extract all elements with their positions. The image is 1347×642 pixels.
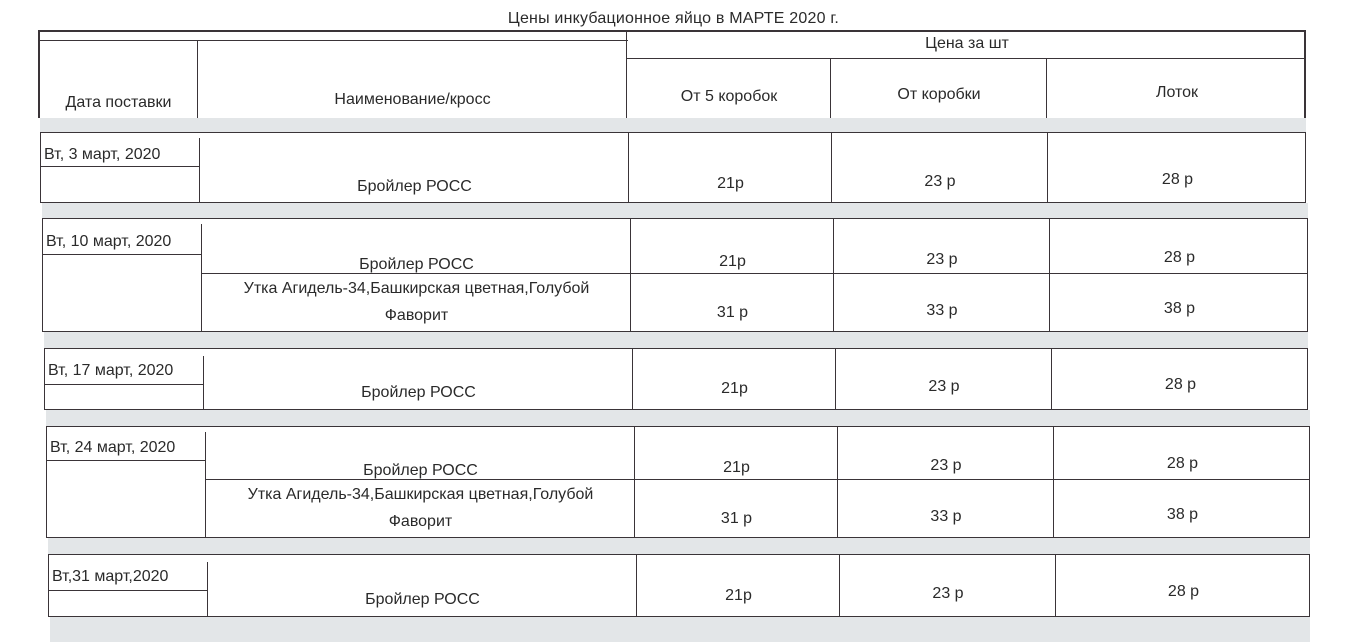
header-top-line-left (38, 40, 628, 41)
date-divider (46, 460, 205, 461)
price-box: 23 р (924, 173, 956, 190)
header-price-group: Цена за шт (925, 35, 1009, 52)
header-price-col-box: От коробки (897, 86, 981, 103)
header-divider (1046, 58, 1047, 118)
price-5boxes: 31 р (720, 510, 753, 527)
product-name: Бройлер РОСС (361, 384, 476, 401)
column-divider (839, 554, 840, 617)
price-tray: 28 р (1163, 249, 1196, 266)
product-name: Бройлер РОСС (357, 178, 472, 195)
column-divider (831, 132, 832, 203)
price-tray: 28 р (1166, 455, 1199, 472)
column-divider (636, 554, 637, 617)
date-divider (40, 166, 199, 167)
delivery-date: Вт,31 март,2020 (52, 568, 169, 585)
price-box: 23 р (928, 378, 960, 395)
delivery-date: Вт, 3 март, 2020 (44, 146, 161, 163)
date-divider (48, 590, 207, 591)
column-divider (837, 426, 838, 538)
price-tray: 38 р (1163, 300, 1196, 317)
product-name-line1: Утка Агидель-34,Башкирская цветная,Голубой (243, 280, 590, 297)
price-box: 33 р (930, 508, 962, 525)
column-divider (201, 224, 202, 332)
column-divider (632, 348, 633, 410)
price-5boxes: 21р (721, 380, 748, 397)
product-name-line2: Фаворит (388, 513, 453, 530)
column-divider (634, 426, 635, 538)
product-name: Бройлер РОСС (359, 256, 474, 273)
header-price-col-tray: Лоток (1155, 84, 1199, 101)
date-divider (42, 254, 201, 255)
column-divider (1051, 348, 1052, 410)
delivery-date: Вт, 10 март, 2020 (46, 233, 172, 250)
delivery-date: Вт, 17 март, 2020 (48, 362, 174, 379)
separator-band (50, 617, 1310, 642)
product-name-line1: Утка Агидель-34,Башкирская цветная,Голубой (247, 486, 594, 503)
column-divider (1049, 218, 1050, 332)
column-divider (835, 348, 836, 410)
price-box: 23 р (930, 457, 962, 474)
column-divider (1055, 554, 1056, 617)
price-box: 23 р (926, 251, 958, 268)
column-divider (205, 432, 206, 538)
header-divider (197, 40, 198, 118)
column-divider (1047, 132, 1048, 203)
price-box: 33 р (926, 302, 958, 319)
price-5boxes: 21р (723, 459, 750, 476)
column-divider (1053, 426, 1054, 538)
price-tray: 38 р (1166, 506, 1199, 523)
header-date-column: Дата поставки (65, 94, 172, 111)
product-name-line2: Фаворит (384, 307, 449, 324)
header-price-col-5boxes: От 5 коробок (680, 88, 778, 105)
column-divider (207, 562, 208, 617)
price-5boxes: 21р (717, 175, 744, 192)
price-box: 23 р (932, 585, 964, 602)
date-divider (44, 384, 203, 385)
header-name-column: Наименование/кросс (334, 91, 491, 108)
price-5boxes: 21р (725, 587, 752, 604)
column-divider (203, 356, 204, 410)
header-divider (626, 58, 1306, 59)
price-tray: 28 р (1161, 171, 1194, 188)
header-divider (830, 58, 831, 118)
price-tray: 28 р (1164, 376, 1197, 393)
column-divider (199, 138, 200, 203)
page-title: Цены инкубационное яйцо в МАРТЕ 2020 г. (507, 10, 840, 27)
column-divider (630, 218, 631, 332)
product-name: Бройлер РОСС (365, 591, 480, 608)
column-divider (833, 218, 834, 332)
header-divider (626, 30, 627, 118)
price-tray: 28 р (1167, 583, 1200, 600)
delivery-date: Вт, 24 март, 2020 (50, 439, 176, 456)
price-5boxes: 31 р (716, 304, 749, 321)
product-name: Бройлер РОСС (363, 462, 478, 479)
column-divider (628, 132, 629, 203)
price-5boxes: 21р (719, 253, 746, 270)
